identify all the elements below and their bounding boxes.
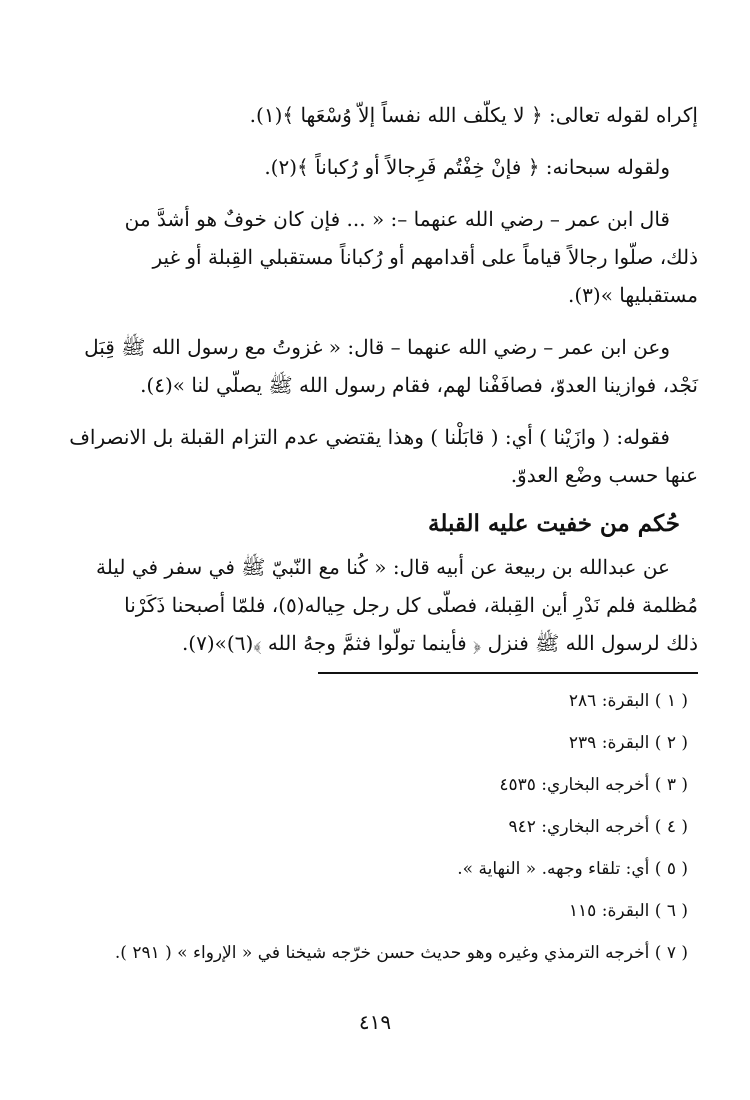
text-line: مستقبليها »(٣). [567, 283, 698, 307]
footnote-5: ( ٥ ) أي: تلقاء وجهه. « النهاية ». [457, 859, 688, 879]
paragraph-5 [48, 418, 698, 494]
footnotes [48, 680, 698, 974]
footnote-6: ( ٦ ) البقرة: ١١٥ [568, 901, 688, 921]
text-line: مُظلمة فلم نَدْرِ أين القِبلة، فصلّى كل رجل حِياله(٥)، فلمّا أصبحنا ذَكَرْنا [124, 593, 698, 617]
footnote-divider [318, 672, 698, 674]
footnote-1: ( ١ ) البقرة: ٢٨٦ [568, 691, 688, 711]
section-heading: حُكم من خفيت عليه القبلة [428, 510, 680, 537]
paragraph-1 [48, 0, 698, 134]
footnote-3: ( ٣ ) أخرجه البخاري: ٤٥٣٥ [499, 775, 688, 795]
text-line: فقوله: ( وازَيْنا ) أي: ( قابَلْنا ) وهذا يقتضي عدم التزام القبلة بل الانصراف [69, 425, 670, 449]
text-line: ذلك لرسول الله ﷺ فنزل ﴿ فأينما تولّوا فثمَّ وجهُ الله ﴾(٦)»(٧). [181, 631, 698, 655]
paragraph-4 [48, 328, 698, 404]
footnote-2: ( ٢ ) البقرة: ٢٣٩ [568, 733, 688, 753]
text-line: وعن ابن عمر – رضي الله عنهما – قال: « غزوتُ مع رسول الله ﷺ قِبَل [84, 335, 670, 359]
text-line: إكراه لقوله تعالى: ﴿ لا يكلّف الله نفساً إلاّ وُسْعَها ﴾(١). [249, 103, 698, 127]
paragraph-3 [48, 200, 698, 314]
text-line: ذلك، صلّوا رجالاً قياماً على أقدامهم أو رُكباناً مستقبلي القِبلة أو غير [152, 245, 698, 269]
paragraph-6 [48, 548, 698, 662]
page-number: ٤١٩ [358, 1010, 392, 1034]
text-line: عن عبدالله بن ربيعة عن أبيه قال: « كُنا مع النّبيّ ﷺ في سفر في ليلة [95, 555, 670, 579]
footnote-4: ( ٤ ) أخرجه البخاري: ٩٤٢ [508, 817, 688, 837]
text-line: نَجْد، فوازينا العدوّ، فصافَفْنا لهم، فقام رسول الله ﷺ يصلّي لنا »(٤). [140, 373, 698, 397]
paragraph-2 [48, 148, 698, 186]
text-line: قال ابن عمر – رضي الله عنهما –: « ... فإن كان خوفٌ هو أشدَّ من [124, 207, 670, 231]
footnote-7: ( ٧ ) أخرجه الترمذي وغيره وهو حديث حسن خرّجه شيخنا في « الإرواء » ( ٢٩١ ). [114, 943, 688, 963]
text-line: عنها حسب وضْع العدوّ. [510, 463, 698, 487]
text-line: ولقوله سبحانه: ﴿ فإنْ خِفْتُم فَرِجالاً أو رُكباناً ﴾(٢). [264, 155, 670, 179]
